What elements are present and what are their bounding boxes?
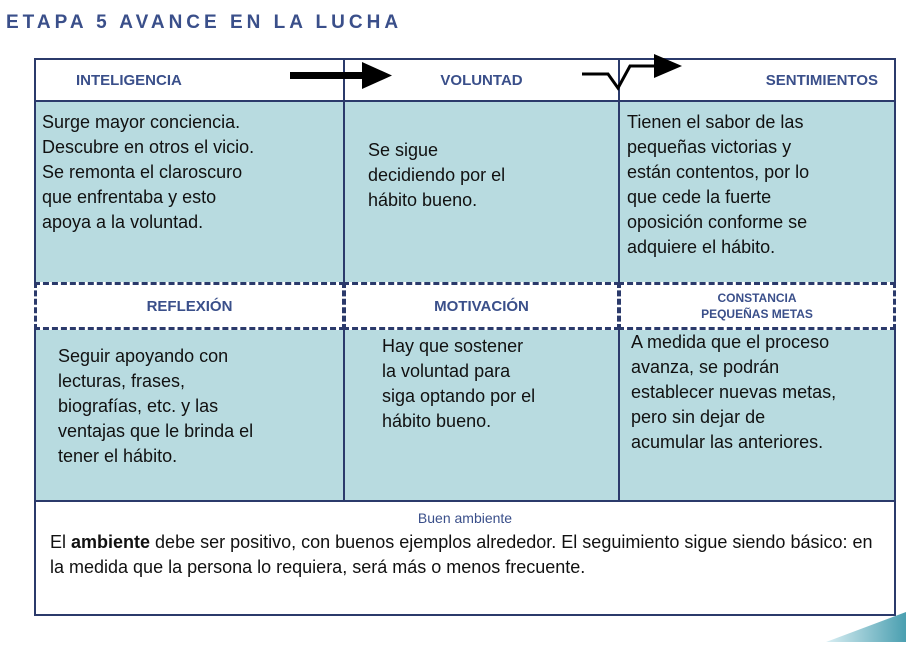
cell-motivacion-text: Hay que sostener la voluntad para siga optando por el hábito bueno. <box>382 336 536 431</box>
bottom-caption: Buen ambiente <box>417 510 513 526</box>
bottom-environment-box <box>34 500 896 616</box>
column-divider <box>343 58 345 500</box>
header-sentimientos-label: SENTIMIENTOS <box>765 71 878 89</box>
bottom-text <box>50 530 884 580</box>
cell-sentimientos-text: Tienen el sabor de las pequeñas victorias y están contentos, por lo que cede la fuerte oposición conforme se adquiere el hábito. <box>627 112 810 257</box>
grid-right-border <box>894 58 896 500</box>
cell-constancia <box>619 330 896 500</box>
bottom-text-rest: debe ser positivo, con buenos ejemplos alrededor. El seguimiento sigue siendo básico: en la medida que la persona lo requiera, será más o menos frecuente. <box>50 532 873 577</box>
header-motivacion <box>343 282 620 330</box>
cell-reflexion <box>34 330 344 500</box>
grid-left-border <box>34 58 36 500</box>
arrow-right-icon <box>290 60 400 90</box>
cell-inteligencia-text: Surge mayor conciencia. Descubre en otros el vicio. Se remonta el claroscuro que enfrentaba y esto apoya a la voluntad. <box>42 112 255 232</box>
cell-constancia-text: A medida que el proceso avanza, se podrán establecer nuevas metas, pero sin dejar de acumular las anteriores. <box>631 332 837 452</box>
header-voluntad-label: VOLUNTAD <box>440 71 523 89</box>
page-title: ETAPA 5 AVANCE EN LA LUCHA <box>6 12 403 33</box>
stage-grid <box>34 58 896 504</box>
check-arrow-icon <box>578 52 688 96</box>
cell-voluntad-text: Se sigue decidiendo por el hábito bueno. <box>368 140 506 210</box>
header-reflexion-label: REFLEXIÓN <box>146 297 233 315</box>
cell-motivacion <box>344 330 619 500</box>
header-constancia <box>618 282 896 330</box>
header-reflexion <box>34 282 345 330</box>
column-divider <box>618 58 620 500</box>
bottom-text-bold: ambiente <box>71 532 151 552</box>
header-inteligencia-label: INTELIGENCIA <box>76 71 182 89</box>
header-motivacion-label: MOTIVACIÓN <box>434 297 529 315</box>
header-constancia-label: CONSTANCIA PEQUEÑAS METAS <box>701 291 813 321</box>
decorative-corner-shape <box>826 612 906 642</box>
bottom-text-start: El <box>50 532 72 552</box>
cell-reflexion-text: Seguir apoyando con lecturas, frases, biografías, etc. y las ventajas que le brinda el tener el hábito. <box>58 346 254 466</box>
